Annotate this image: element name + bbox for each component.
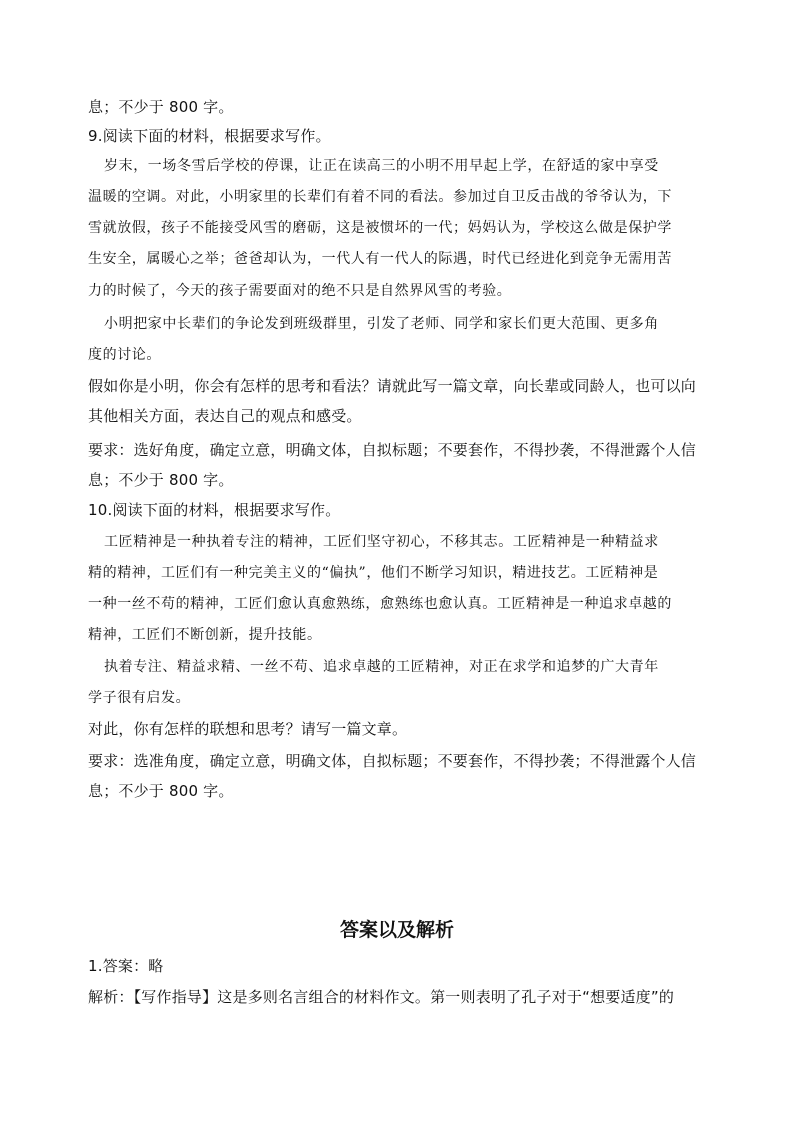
q9-material-line: 度的讨论。	[88, 347, 161, 363]
q10-title: 10.阅读下面的材料，根据要求写作。	[88, 501, 341, 519]
q9-prompt-line: 假如你是小明，你会有怎样的思考和看法？请就此写一篇文章，向长辈或同龄人，也可以向	[88, 377, 697, 395]
q9-material-line: 小明把家中长辈们的争论发到班级群里，引发了老师、同学和家长们更大范围、更多角	[104, 316, 659, 332]
q10-material-line: 一种一丝不苟的精神，工匠们愈认真愈熟练，愈熟练也愈认真。工匠精神是一种追求卓越的	[88, 596, 672, 612]
q9-material-line: 力的时候了，今天的孩子需要面对的绝不只是自然界风雪的考验。	[88, 283, 512, 299]
q9-material-line: 岁末，一场冬雪后学校的停课，让正在读高三的小明不用早起上学，在舒适的家中享受	[104, 158, 659, 174]
q10-material-line: 学子很有启发。	[88, 690, 191, 706]
q9-prompt-line: 其他相关方面，表达自己的观点和感受。	[88, 407, 362, 425]
q9-title: 9.阅读下面的材料，根据要求写作。	[88, 127, 331, 145]
q9-material-line: 温暖的空调。对此，小明家里的长辈们有着不同的看法。参加过自卫反击战的爷爷认为，下	[88, 189, 672, 205]
answers-heading: 答案以及解析	[339, 919, 454, 941]
q10-material-line: 工匠精神是一种执着专注的精神，工匠们坚守初心，不移其志。工匠精神是一种精益求	[104, 534, 659, 550]
q8-requirement-tail: 息；不少于 800 字。	[88, 98, 234, 116]
q10-requirement-line: 要求：选准角度，确定立意，明确文体，自拟标题；不要套作，不得抄袭；不得泄露个人信	[88, 752, 697, 770]
q9-requirement-line: 息；不少于 800 字。	[88, 471, 234, 489]
q10-material-line: 执着专注、精益求精、一丝不苟、追求卓越的工匠精神，对正在求学和追梦的广大青年	[104, 659, 659, 675]
answer-1-label: 1.答案：略	[88, 957, 164, 975]
q9-material-line: 雪就放假，孩子不能接受风雪的磨砺，这是被惯坏的一代；妈妈认为，学校这么做是保护学	[88, 220, 672, 236]
q9-requirement-line: 要求：选好角度，确定立意，明确文体，自拟标题；不要套作，不得抄袭，不得泄露个人信	[88, 441, 697, 459]
q10-prompt-line: 对此，你有怎样的联想和思考？请写一篇文章。	[88, 720, 408, 738]
q10-material-line: 精的精神，工匠们有一种完美主义的“偏执”，他们不断学习知识，精进技艺。工匠精神是	[88, 565, 659, 581]
answer-1-analysis: 解析：【写作指导】这是多则名言组合的材料作文。第一则表明了孔子对于“想要适度”的	[88, 988, 675, 1006]
q10-requirement-line: 息；不少于 800 字。	[88, 782, 234, 800]
q10-material-line: 精神，工匠们不断创新，提升技能。	[88, 627, 322, 643]
q9-material-line: 生安全，属暖心之举；爸爸却认为，一代人有一代人的际遇，时代已经进化到竞争无需用苦	[88, 251, 672, 267]
